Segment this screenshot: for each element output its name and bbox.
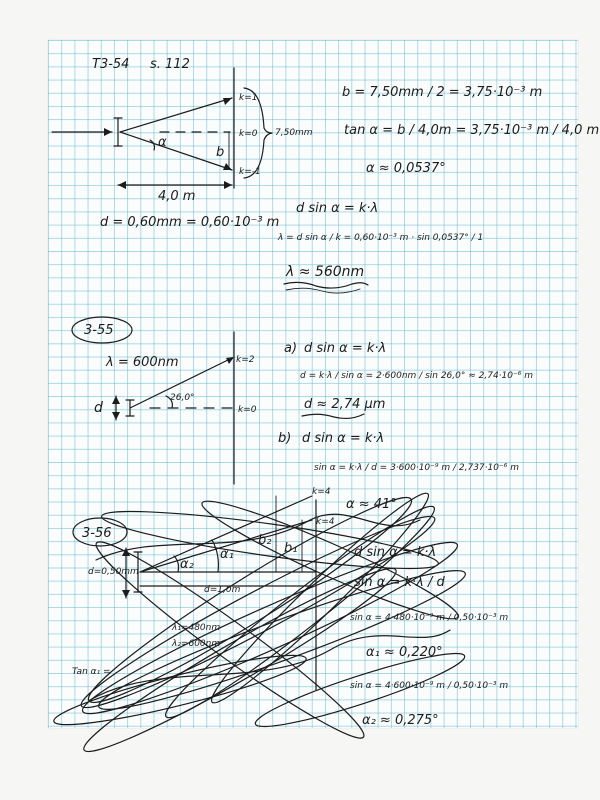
problem-number: T3-54 [92, 57, 130, 72]
b1-label: b₁ [284, 541, 298, 556]
order-k2-label-55: k=2 [236, 355, 255, 365]
calc-54-line-5: λ = d sin α / k = 0,60·10⁻³ m · sin 0,0537° / 1 [278, 233, 484, 243]
k4-top-label: k=4 [312, 487, 331, 497]
order-k0-label-55: k=0 [238, 405, 257, 415]
order-kminus1-label: k=-1 [239, 167, 261, 177]
b2-label: b₂ [258, 533, 272, 548]
alpha-2-label: α₂ [180, 557, 194, 572]
result-underline-54-b [286, 288, 360, 293]
calc-56-line-2: sin α = k·λ / d [354, 575, 445, 590]
span-label: 7,50mm [275, 128, 313, 138]
calc-55b-line-1: d sin α = k·λ [302, 431, 385, 446]
calc-55a-line-1: d sin α = k·λ [304, 341, 387, 356]
calc-55b-result: α ≈ 41° [346, 497, 397, 512]
problem-55-label: 3-55 [84, 323, 114, 338]
calc-56-line-6: α₂ ≈ 0,275° [362, 713, 439, 728]
d-label-55: d [94, 400, 103, 416]
given-lambda2: λ₂=600nm [172, 639, 221, 649]
problem-56-label: 3-56 [82, 526, 112, 541]
calc-54-line-4: d sin α = k·λ [296, 201, 379, 216]
alpha-label: α [158, 135, 167, 150]
distance-label-56: d=1,0m [204, 585, 241, 595]
tan-alpha1-start: Tan α₁ = [72, 667, 111, 677]
calc-56-line-4: α₁ ≈ 0,220° [366, 645, 443, 660]
b-label: b [216, 145, 225, 160]
part-b-label: b) [278, 431, 292, 446]
d-label-56: d=0,50mm [88, 567, 139, 577]
calc-54-result: λ ≈ 560nm [286, 264, 365, 280]
alpha-1-label: α₁ [220, 547, 234, 562]
result-underline-55a [302, 414, 364, 418]
order-k1-label: k=1 [239, 93, 258, 103]
result-underline-54 [284, 282, 368, 288]
calc-54-line-2: tan α = b / 4,0m = 3,75·10⁻³ m / 4,0 m [344, 123, 600, 138]
k4-lower-label: k=4 [316, 517, 335, 527]
given-d: d = 0,60mm = 0,60·10⁻³ m [100, 215, 280, 230]
calc-55b-line-2: sin α = k·λ / d = 3·600·10⁻⁹ m / 2,737·10⁻⁶ m [314, 463, 519, 473]
calc-56-line-1: d sin α = k·λ [354, 545, 437, 560]
order-k0-label: k=0 [239, 129, 258, 139]
given-lambda1: λ₁=480nm [172, 623, 221, 633]
angle-label-55: 26,0° [170, 393, 195, 403]
calc-56-line-3: sin α = 4·480·10⁻⁹ m / 0,50·10⁻³ m [350, 613, 509, 623]
calc-55a-line-2: d = k·λ / sin α = 2·600nm / sin 26,0° ≈ 2,74·10⁻⁶ m [300, 371, 533, 381]
calc-56-line-5: sin α = 4·600·10⁻⁹ m / 0,50·10⁻³ m [350, 681, 509, 691]
calc-54-line-1: b = 7,50mm / 2 = 3,75·10⁻³ m [342, 85, 543, 100]
part-a-label: a) [284, 341, 298, 356]
page-reference: s. 112 [150, 57, 190, 72]
distance-label: 4,0 m [158, 189, 196, 204]
calc-54-line-3: α ≈ 0,0537° [366, 161, 446, 176]
given-lambda-55: λ = 600nm [106, 355, 179, 370]
calc-55a-result: d ≈ 2,74 µm [304, 397, 386, 412]
